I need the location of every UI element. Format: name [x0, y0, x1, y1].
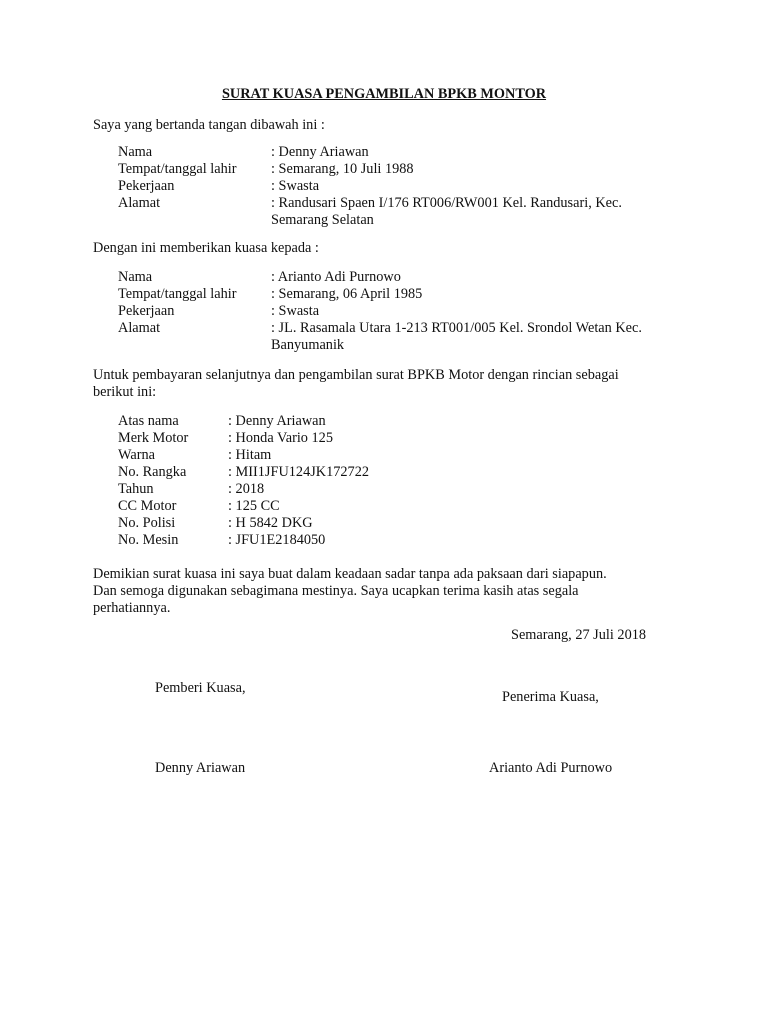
receiver-details [118, 269, 691, 354]
vehicle-brand-label: Merk Motor [118, 430, 189, 446]
vehicle-engine-value: : JFU1E2184050 [228, 532, 326, 548]
receiver-job-label: Pekerjaan [118, 303, 175, 319]
vehicle-brand-value: : Honda Vario 125 [228, 430, 333, 446]
purpose-line: Untuk pembayaran selanjutnya dan pengambilan surat BPKB Motor dengan rincian sebagai [93, 367, 619, 383]
giver-role: Pemberi Kuasa, [155, 680, 246, 696]
receiver-name-value: : Arianto Adi Purnowo [271, 269, 401, 285]
vehicle-year-label: Tahun [118, 481, 154, 497]
receiver-role: Penerima Kuasa, [502, 689, 599, 705]
vehicle-color-value: : Hitam [228, 447, 272, 463]
receiver-address-value: : JL. Rasamala Utara 1-213 RT001/005 Kel. Srondol Wetan Kec. [271, 320, 642, 336]
giver-job-value: : Swasta [271, 178, 320, 194]
vehicle-owner-value: : Denny Ariawan [228, 413, 326, 429]
giver-address-value-cont: Semarang Selatan [271, 212, 374, 228]
giver-signature-name: Denny Ariawan [155, 760, 246, 776]
vehicle-frame-label: No. Rangka [118, 464, 187, 480]
purpose-line: berikut ini: [93, 384, 157, 400]
vehicle-frame-value: : MII1JFU124JK172722 [228, 464, 369, 480]
purpose-text [93, 367, 683, 401]
giver-name-label: Nama [118, 144, 153, 160]
receiver-job-value: : Swasta [271, 303, 320, 319]
letter-title: SURAT KUASA PENGAMBILAN BPKB MONTOR [221, 86, 547, 102]
receiver-address-value-cont: Banyumanik [271, 337, 345, 353]
receiver-birth-value: : Semarang, 06 April 1985 [271, 286, 423, 302]
receiver-birth-label: Tempat/tanggal lahir [118, 286, 237, 302]
vehicle-plate-value: : H 5842 DKG [228, 515, 313, 531]
giver-birth-value: : Semarang, 10 Juli 1988 [271, 161, 414, 177]
vehicle-owner-label: Atas nama [118, 413, 179, 429]
place-date: Semarang, 27 Juli 2018 [511, 627, 647, 643]
giver-name-value: : Denny Ariawan [271, 144, 369, 160]
vehicle-plate-label: No. Polisi [118, 515, 176, 531]
vehicle-cc-value: : 125 CC [228, 498, 280, 514]
receiver-signature-name: Arianto Adi Purnowo [489, 760, 613, 776]
giver-address-label: Alamat [118, 195, 161, 211]
giver-job-label: Pekerjaan [118, 178, 175, 194]
closing-text [93, 566, 683, 617]
vehicle-details [118, 413, 528, 549]
receiver-address-label: Alamat [118, 320, 161, 336]
vehicle-color-label: Warna [118, 447, 155, 463]
closing-line: perhatiannya. [93, 600, 171, 616]
giver-address-value: : Randusari Spaen I/176 RT006/RW001 Kel. Randusari, Kec. [271, 195, 622, 211]
giver-details [118, 144, 691, 229]
vehicle-cc-label: CC Motor [118, 498, 177, 514]
vehicle-engine-label: No. Mesin [118, 532, 179, 548]
receiver-name-label: Nama [118, 269, 153, 285]
grant-text: Dengan ini memberikan kuasa kepada : [93, 240, 319, 256]
closing-line: Demikian surat kuasa ini saya buat dalam keadaan sadar tanpa ada paksaan dari siapapun. [93, 566, 607, 582]
vehicle-year-value: : 2018 [228, 481, 265, 497]
closing-line: Dan semoga digunakan sebagimana mestinya. Saya ucapkan terima kasih atas segala [93, 583, 579, 599]
giver-birth-label: Tempat/tanggal lahir [118, 161, 237, 177]
intro-text: Saya yang bertanda tangan dibawah ini : [93, 117, 325, 133]
